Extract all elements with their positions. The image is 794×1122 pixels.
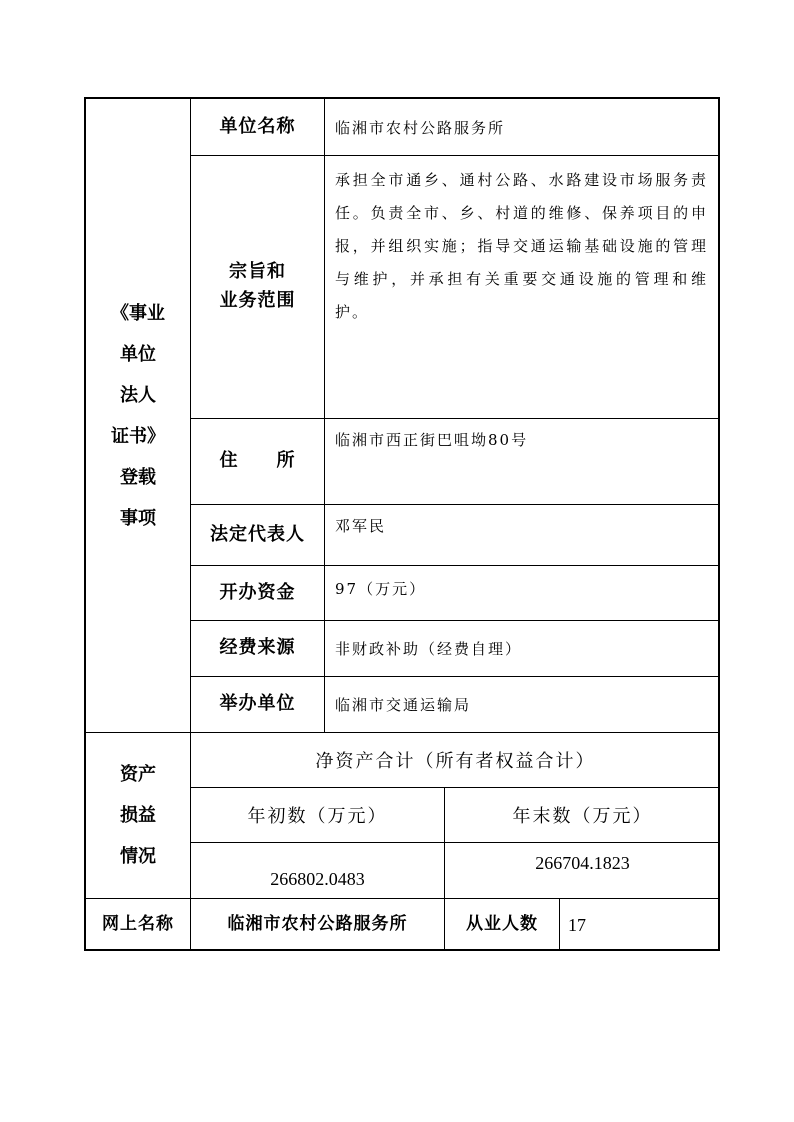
net-assets-header: 净资产合计（所有者权益合计） bbox=[191, 733, 720, 788]
funding-label: 经费来源 bbox=[191, 621, 325, 677]
unit-name-label: 单位名称 bbox=[191, 99, 325, 156]
begin-year-label: 年初数（万元） bbox=[191, 788, 445, 843]
end-year-value: 266704.1823 bbox=[445, 843, 720, 899]
sponsor-label: 举办单位 bbox=[191, 677, 325, 733]
sponsor-value: 临湘市交通运输局 bbox=[325, 677, 720, 733]
purpose-label: 宗旨和 业务范围 bbox=[191, 156, 325, 419]
legal-rep-value: 邓军民 bbox=[325, 505, 720, 566]
staff-count-label: 从业人数 bbox=[445, 899, 560, 951]
online-name-value: 临湘市农村公路服务所 bbox=[191, 899, 445, 951]
assets-section-label: 资产 损益 情况 bbox=[86, 733, 191, 899]
begin-year-value: 266802.0483 bbox=[191, 843, 445, 899]
online-name-label: 网上名称 bbox=[86, 899, 191, 951]
registration-section-label: 《事业 单位 法人 证书》 登载 事项 bbox=[86, 99, 191, 733]
address-value: 临湘市西正街巴咀坳80号 bbox=[325, 419, 720, 505]
registration-table bbox=[84, 97, 720, 951]
funding-value: 非财政补助（经费自理） bbox=[325, 621, 720, 677]
address-label: 住 所 bbox=[191, 419, 325, 505]
capital-value: 97（万元） bbox=[325, 566, 720, 621]
end-year-label: 年末数（万元） bbox=[445, 788, 720, 843]
unit-name-value: 临湘市农村公路服务所 bbox=[325, 99, 720, 156]
purpose-value: 承担全市通乡、通村公路、水路建设市场服务责任。负责全市、乡、村道的维修、保养项目的申报，并组织实施；指导交通运输基础设施的管理与维护，并承担有关重要交通设施的管理和维护。 bbox=[325, 156, 720, 419]
capital-label: 开办资金 bbox=[191, 566, 325, 621]
staff-count-value: 17 bbox=[568, 914, 586, 935]
legal-rep-label: 法定代表人 bbox=[191, 505, 325, 566]
